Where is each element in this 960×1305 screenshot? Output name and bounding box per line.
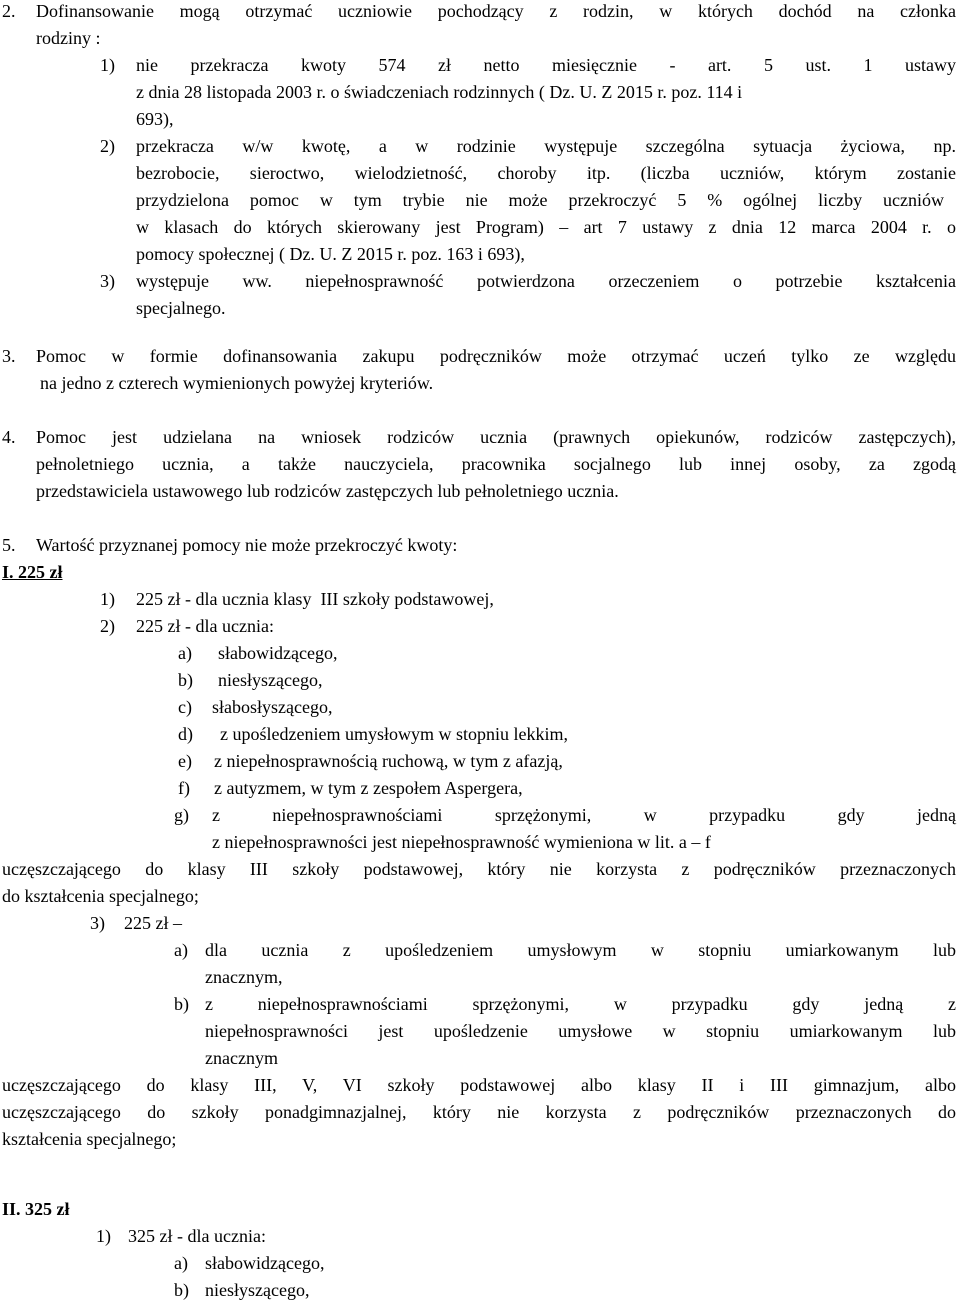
list-number: 3): [90, 913, 105, 933]
section-heading: II. 325 zł: [2, 1199, 70, 1219]
sublist-letter: d): [178, 724, 193, 744]
sublist-letter: a): [174, 940, 188, 960]
sublist-letter: e): [178, 751, 192, 771]
list-item-line: w klasach do których skierowany jest Program) – art 7 ustawy z dnia 12 marca 2004 r. o: [136, 217, 956, 237]
paragraph-line: do kształcenia specjalnego;: [2, 886, 199, 906]
section-number: 4.: [2, 427, 16, 447]
list-item-line: z dnia 28 listopada 2003 r. o świadczeniach rodzinnych ( Dz. U. Z 2015 r. poz. 114 i: [136, 82, 743, 102]
sublist-item: niesłyszącego,: [218, 670, 323, 690]
sublist-item: z upośledzeniem umysłowym w stopniu lekkim,: [220, 724, 568, 744]
sublist-letter: a): [174, 1253, 188, 1273]
section-number: 5.: [2, 535, 16, 555]
list-number: 1): [100, 55, 115, 75]
section-heading: I. 225 zł: [2, 562, 63, 582]
sublist-item: dla ucznia z upośledzeniem umysłowym w stopniu umiarkowanym lub: [205, 940, 956, 960]
sublist-item: z niepełnosprawności jest niepełnosprawność wymieniona w lit. a – f: [212, 832, 711, 852]
paragraph-line: Pomoc w formie dofinansowania zakupu podręczników może otrzymać uczeń tylko ze względu: [36, 346, 956, 366]
paragraph-line: pełnoletniego ucznia, a także nauczyciela, pracownika socjalnego lub innej osoby, za zgodą: [36, 454, 956, 474]
paragraph-line: przedstawiciela ustawowego lub rodziców zastępczych lub pełnoletniego ucznia.: [36, 481, 619, 501]
sublist-letter: g): [174, 805, 189, 825]
sublist-letter: b): [178, 670, 193, 690]
paragraph-line: uczęszczającego do szkoły ponadgimnazjalnej, który nie korzysta z podręczników przeznaczonych do: [2, 1102, 956, 1122]
list-item-line: pomocy społecznej ( Dz. U. Z 2015 r. poz. 163 i 693),: [136, 244, 525, 264]
sublist-item: znacznym,: [205, 967, 283, 987]
sublist-item: słabowidzącego,: [218, 643, 338, 663]
paragraph-line: Pomoc jest udzielana na wniosek rodziców ucznia (prawnych opiekunów, rodziców zastępczych),: [36, 427, 956, 447]
list-item-line: 693),: [136, 109, 174, 129]
sublist-item: słabosłyszącego,: [212, 697, 333, 717]
paragraph-line: uczęszczającego do klasy III szkoły podstawowej, który nie korzysta z podręczników przeznaczonych: [2, 859, 956, 879]
list-item-line: 225 zł - dla ucznia:: [136, 616, 274, 636]
sublist-letter: b): [174, 994, 189, 1014]
list-number: 3): [100, 271, 115, 291]
sublist-item: niesłyszącego,: [205, 1280, 310, 1300]
paragraph-line: rodziny :: [36, 28, 101, 48]
list-item-line: specjalnego.: [136, 298, 226, 318]
paragraph-line: kształcenia specjalnego;: [2, 1129, 177, 1149]
list-item-line: przekracza w/w kwotę, a w rodzinie występuje szczególna sytuacja życiowa, np.: [136, 136, 956, 156]
sublist-item: niepełnosprawności jest upośledzenie umysłowe w stopniu umiarkowanym lub: [205, 1021, 956, 1041]
paragraph-line: Dofinansowanie mogą otrzymać uczniowie pochodzący z rodzin, w których dochód na członka: [36, 1, 956, 21]
sublist-letter: f): [178, 778, 190, 798]
list-number: 2): [100, 616, 115, 636]
paragraph-line: Wartość przyznanej pomocy nie może przekroczyć kwoty:: [36, 535, 458, 555]
sublist-item: z autyzmem, w tym z zespołem Aspergera,: [214, 778, 523, 798]
list-item-line: 225 zł –: [124, 913, 182, 933]
sublist-item: z niepełnosprawnościami sprzężonymi, w przypadku gdy jedną: [212, 805, 956, 825]
section-number: 3.: [2, 346, 16, 366]
list-item-line: 225 zł - dla ucznia klasy III szkoły podstawowej,: [136, 589, 494, 609]
list-number: 1): [96, 1226, 111, 1246]
sublist-letter: b): [174, 1280, 189, 1300]
list-number: 2): [100, 136, 115, 156]
section-number: 2.: [2, 1, 16, 21]
sublist-letter: c): [178, 697, 192, 717]
paragraph-line: na jedno z czterech wymienionych powyżej kryteriów.: [40, 373, 434, 393]
paragraph-line: uczęszczającego do klasy III, V, VI szkoły podstawowej albo klasy II i III gimnazjum, albo: [2, 1075, 956, 1095]
sublist-item: słabowidzącego,: [205, 1253, 325, 1273]
list-item-line: występuje ww. niepełnosprawność potwierdzona orzeczeniem o potrzebie kształcenia: [136, 271, 956, 291]
list-number: 1): [100, 589, 115, 609]
list-item-line: przydzielona pomoc w tym trybie nie może przekroczyć 5 % ogólnej liczby uczniów: [136, 190, 944, 210]
sublist-item: znacznym: [205, 1048, 278, 1068]
list-item-line: bezrobocie, sieroctwo, wielodzietność, choroby itp. (liczba uczniów, którym zostanie: [136, 163, 956, 183]
list-item-line: 325 zł - dla ucznia:: [128, 1226, 266, 1246]
sublist-item: z niepełnosprawnościami sprzężonymi, w przypadku gdy jedną z: [205, 994, 956, 1014]
sublist-item: z niepełnosprawnością ruchową, w tym z afazją,: [214, 751, 563, 771]
list-item-line: nie przekracza kwoty 574 zł netto miesięcznie - art. 5 ust. 1 ustawy: [136, 55, 956, 75]
sublist-letter: a): [178, 643, 192, 663]
